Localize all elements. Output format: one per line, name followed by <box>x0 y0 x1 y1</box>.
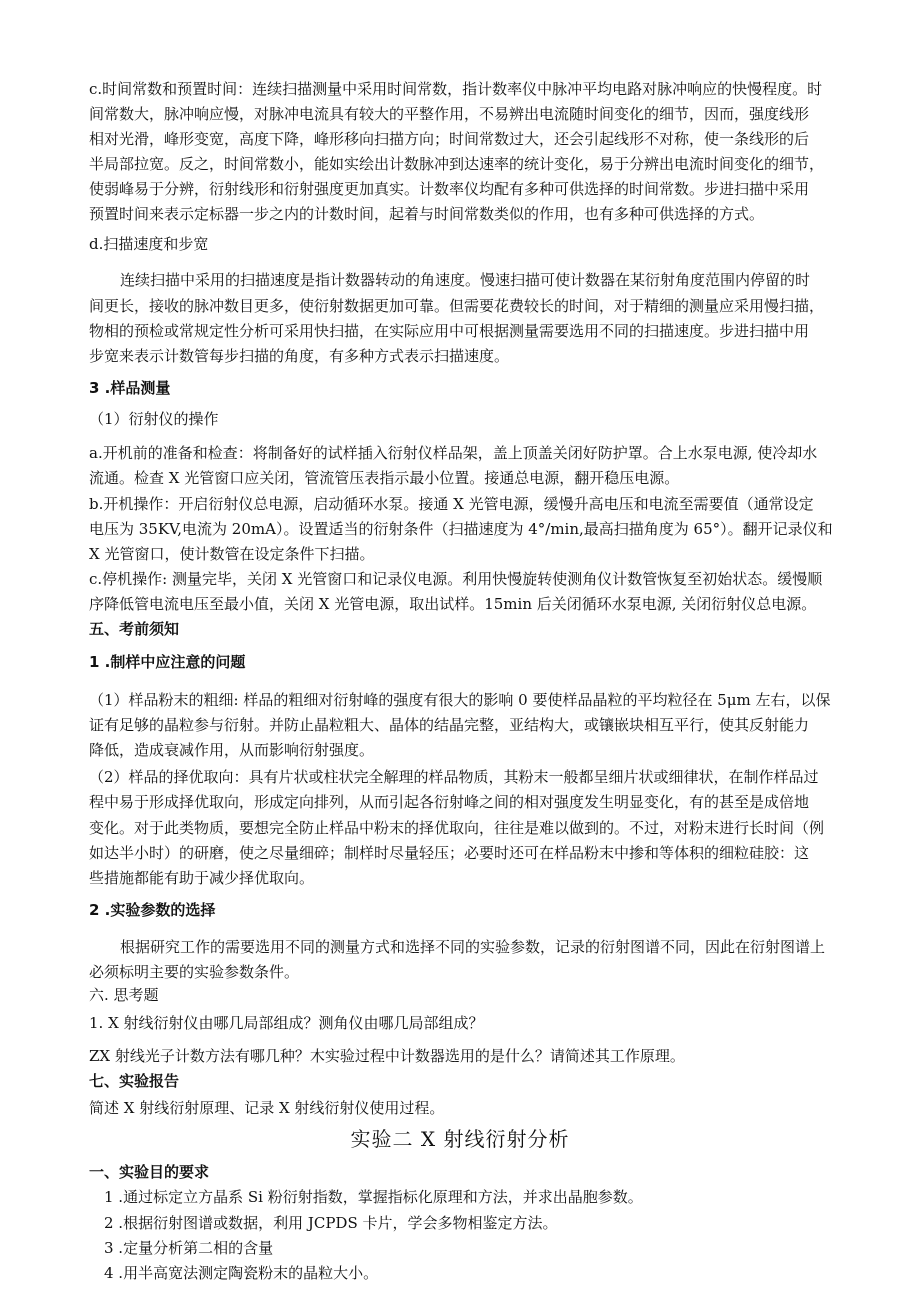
sample-size-line-1: （1）样品粉末的粗细: 样品的粗细对衍射峰的强度有很大的影响 0 要使样品晶粒的平均粒径在 5μm 左右，以保 <box>89 691 831 709</box>
paragraph-c-line-1: c.时间常数和预置时间：连续扫描测量中采用时间常数，指计数率仪中脉冲平均电路对脉冲响应的快慢程度。时 <box>89 80 823 98</box>
paragraph-d-line-1: 连续扫描中采用的扫描速度是指计数器转动的角速度。慢速扫描可使计数器在某衍射角度范围内停留的时 <box>120 271 811 289</box>
orientation-line-4: 如达半小时）的研磨，使之尽量细碎；制样时尽量轻压；必要时还可在样品粉末中掺和等体积的细粒硅胶：这 <box>89 844 810 862</box>
objective-1: 1 .通过标定立方晶系 Si 粉衍射指数，掌握指标化原理和方法，并求出晶胞参数。 <box>104 1188 643 1206</box>
objective-2: 2 .根据衍射图谱或数据，利用 JCPDS 卡片，学会多物相鉴定方法。 <box>104 1214 558 1232</box>
paragraph-d-line-2: 间更长，接收的脉冲数目更多，使衍射数据更加可靠。但需要花费较长的时间，对于精细的测量应采用慢扫描， <box>89 297 825 315</box>
parameters-line-2: 必须标明主要的实验参数条件。 <box>89 963 300 981</box>
operation-line-3: b.开机操作：开启衍射仪总电源，启动循环水泵。接通 X 光管电源，缓慢升高电压和电流至需要值（通常设定 <box>89 495 814 513</box>
section-5-heading: 五、考前须知 <box>89 620 180 638</box>
operation-line-5: X 光管窗口，使计数管在设定条件下扫描。 <box>89 545 375 563</box>
section-5-1-heading: 1 .制样中应注意的问题 <box>89 653 246 671</box>
objective-3: 3 .定量分析第二相的含量 <box>104 1239 274 1257</box>
sample-size-line-2: 证有足够的晶粒参与衍射。并防止晶粒粗大、晶体的结晶完整，亚结构大，或镶嵌块相互平行，使其反射能力 <box>89 716 810 734</box>
section-6-heading: 六. 思考题 <box>89 986 159 1004</box>
operation-line-6: c.停机操作: 测量完毕，关闭 X 光管窗口和记录仪电源。利用快慢旋转使测角仪计数管恢复至初始状态。缓慢顺 <box>89 570 823 588</box>
objective-4: 4 .用半高宽法测定陶瓷粉末的晶粒大小。 <box>104 1264 379 1282</box>
operation-line-7: 序降低管电流电压至最小值，关闭 X 光管电源，取出试样。15min 后关闭循环水泵电源, 关闭衍射仪总电源。 <box>89 595 817 613</box>
operation-line-2: 流通。检查 X 光管窗口应关闭，管流管压表指示最小位置。接通总电源，翻开稳压电源。 <box>89 469 680 487</box>
paragraph-d-line-4: 步宽来表示计数管每步扫描的角度，有多种方式表示扫描速度。 <box>89 347 510 365</box>
operation-line-1: a.开机前的准备和检查：将制备好的试样插入衍射仪样品架，盖上顶盖关闭好防护罩。合上水泵电源, 使冷却水 <box>89 444 818 462</box>
operation-line-4: 电压为 35KV,电流为 20mA）。设置适当的衍射条件（扫描速度为 4°/min,最高扫描角度为 65°）。翻开记录仪和 <box>89 520 833 538</box>
orientation-line-1: （2）样品的择优取向：具有片状或柱状完全解理的样品物质，其粉末一般都呈细片状或细律状，在制作样品过 <box>89 768 819 786</box>
section-3-heading: 3 .样品测量 <box>89 379 171 397</box>
question-1: 1. X 射线衍射仪由哪几局部组成？测角仪由哪几局部组成？ <box>89 1014 484 1032</box>
paragraph-d-heading: d.扫描速度和步宽 <box>89 235 209 253</box>
objectives-heading: 一、实验目的要求 <box>89 1163 210 1181</box>
section-7-text: 简述 X 射线衍射原理、记录 X 射线衍射仪使用过程。 <box>89 1099 445 1117</box>
paragraph-d-line-3: 物相的预检或常规定性分析可采用快扫描，在实际应用中可根据测量需要选用不同的扫描速度。步进扫描中用 <box>89 322 810 340</box>
section-7-heading: 七、实验报告 <box>89 1072 180 1090</box>
paragraph-c-line-3: 相对光滑，峰形变宽，高度下降，峰形移向扫描方向；时间常数过大，还会引起线形不对称，使一条线形的后 <box>89 130 810 148</box>
section-3-subheading: （1）衍射仪的操作 <box>89 410 219 428</box>
experiment-2-title: 实验二 X 射线衍射分析 <box>350 1127 570 1151</box>
paragraph-c-line-6: 预置时间来表示定标器一步之内的计数时间，起着与时间常数类似的作用，也有多种可供选择的方式。 <box>89 205 765 223</box>
section-5-2-heading: 2 .实验参数的选择 <box>89 901 216 919</box>
orientation-line-3: 变化。对于此类物质，要想完全防止样品中粉末的择优取向，往往是难以做到的。不过，对粉末进行长时间（例 <box>89 819 825 837</box>
orientation-line-2: 程中易于形成择优取向，形成定向排列，从而引起各衍射峰之间的相对强度发生明显变化，有的甚至是成倍地 <box>89 793 810 811</box>
paragraph-c-line-2: 间常数大，脉冲响应慢，对脉冲电流具有较大的平整作用，不易辨出电流随时间变化的细节，因而，强度线形 <box>89 105 810 123</box>
question-2: ZX 射线光子计数方法有哪几种？木实验过程中计数器选用的是什么？请简述其工作原理。 <box>89 1047 685 1065</box>
parameters-line-1: 根据研究工作的需要选用不同的测量方式和选择不同的实验参数，记录的衍射图谱不同，因此在衍射图谱上 <box>120 938 826 956</box>
paragraph-c-line-4: 半局部拉宽。反之，时间常数小，能如实绘出计数脉冲到达速率的统计变化，易于分辨出电流时间变化的细节， <box>89 155 825 173</box>
paragraph-c-line-5: 使弱峰易于分辨，衍射线形和衍射强度更加真实。计数率仪均配有多种可供选择的时间常数。步进扫描中采用 <box>89 180 810 198</box>
sample-size-line-3: 降低，造成衰减作用，从而影响衍射强度。 <box>89 741 375 759</box>
orientation-line-5: 些措施都能有助于减少择优取向。 <box>89 869 315 887</box>
